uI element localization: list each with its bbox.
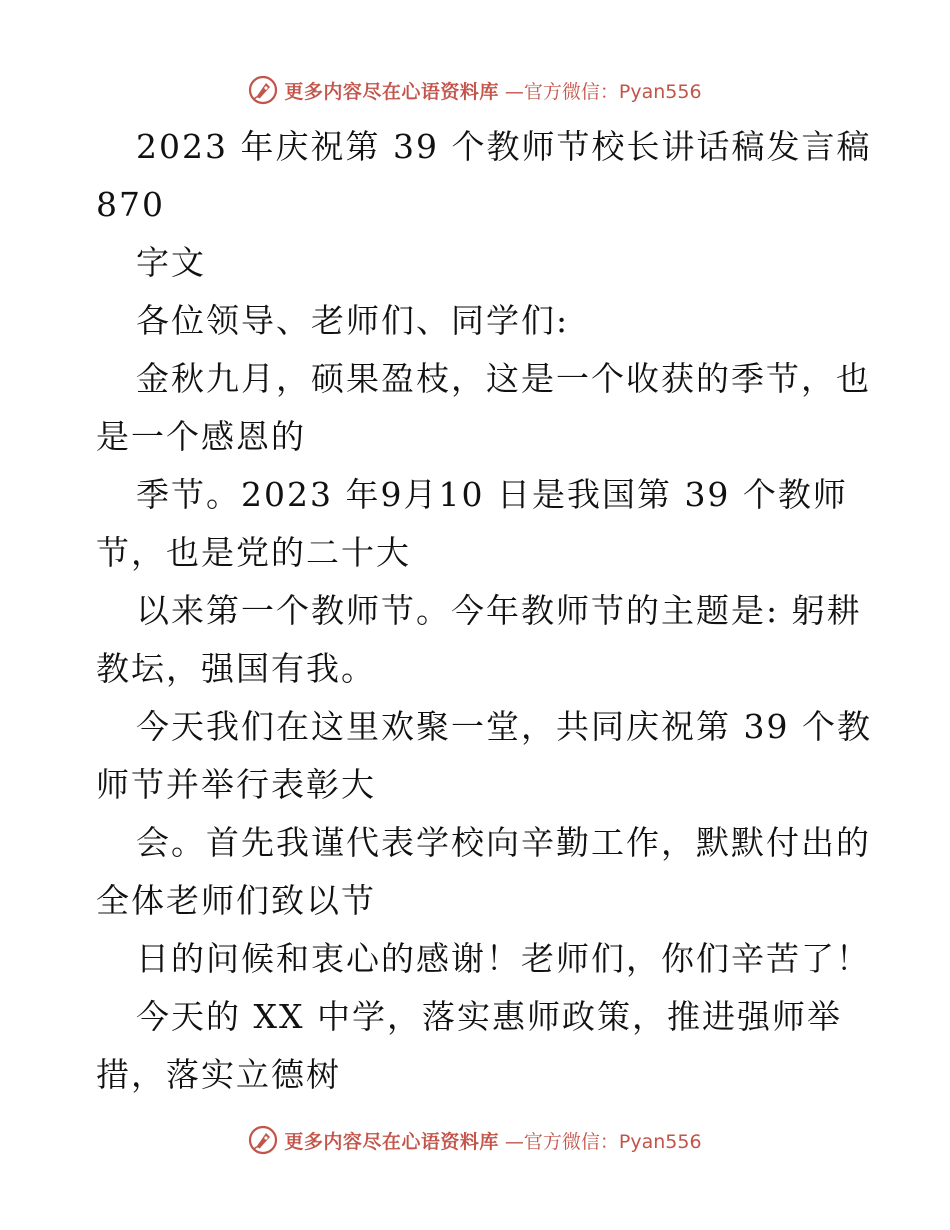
pen-nib-logo-icon (248, 75, 278, 105)
text-line: 以来第一个教师节。今年教师节的主题是: 躬耕 (136, 591, 862, 630)
text-line: 今天的 XX 中学，落实惠师政策，推进强师举 (136, 997, 842, 1036)
text-line: 870 (96, 185, 165, 224)
header-wechat-text: —官方微信：Pyan556 (504, 80, 702, 103)
text-line: 教坛，强国有我。 (96, 649, 376, 688)
text-line: 全体老师们致以节 (96, 881, 376, 920)
footer-wechat-text: —官方微信：Pyan556 (504, 1130, 702, 1153)
text-line: 今天我们在这里欢聚一堂，共同庆祝第 39 个教 (136, 707, 872, 746)
footer-brand-text: 更多内容尽在心语资料库 (284, 1130, 499, 1153)
text-line: 季节。2023 年9月10 日是我国第 39 个教师 (136, 475, 848, 514)
text-line: 2023 年庆祝第 39 个教师节校长讲话稿发言稿 (136, 127, 872, 166)
text-line: 措，落实立德树 (96, 1055, 341, 1094)
text-line: 节，也是党的二十大 (96, 533, 411, 572)
text-line: 各位领导、老师们、同学们: (136, 301, 570, 340)
document-body (96, 118, 872, 1104)
text-line: 金秋九月，硕果盈枝，这是一个收获的季节，也 (136, 359, 871, 398)
text-line: 是一个感恩的 (96, 417, 306, 456)
header-brand-text: 更多内容尽在心语资料库 (284, 80, 499, 103)
pen-nib-logo-icon (248, 1125, 278, 1155)
footer-banner (0, 1120, 950, 1160)
text-line: 字文 (136, 243, 206, 282)
header-banner (0, 70, 950, 110)
text-line: 日的问候和衷心的感谢！老师们，你们辛苦了！ (136, 939, 871, 978)
text-line: 会。首先我谨代表学校向辛勤工作，默默付出的 (136, 823, 871, 862)
text-line: 师节并举行表彰大 (96, 765, 376, 804)
